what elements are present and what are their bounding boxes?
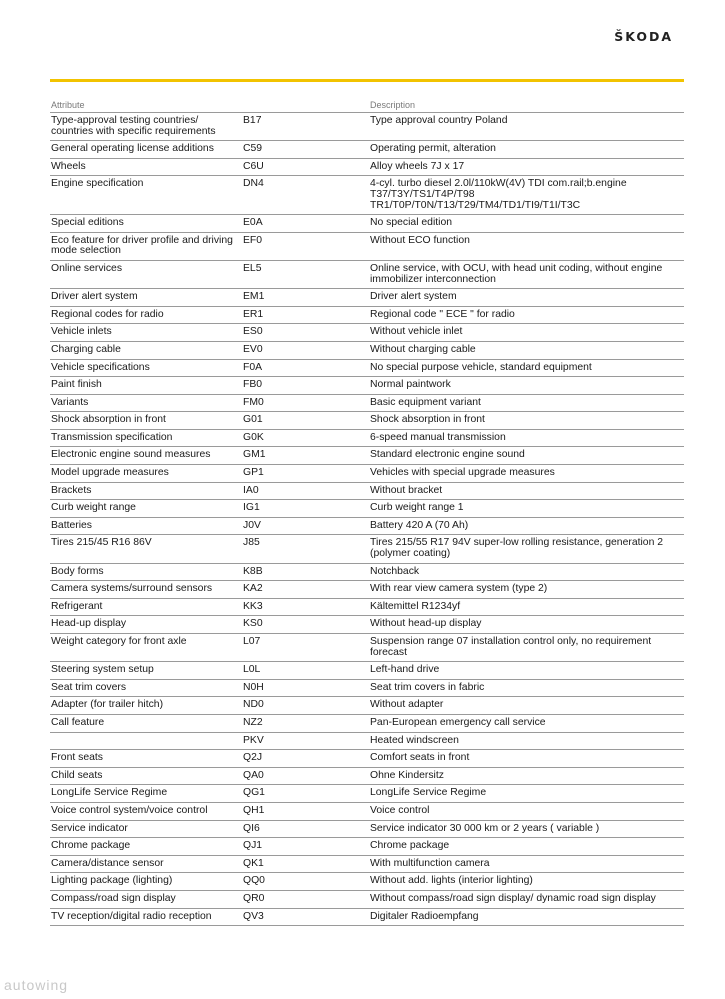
table-row [50, 465, 684, 483]
cell-attribute: Camera/distance sensor [51, 857, 164, 869]
table-row [50, 483, 684, 501]
table-row [50, 680, 684, 698]
cell-description: With multifunction camera [370, 857, 490, 869]
table-row [50, 581, 684, 599]
cell-attribute: Voice control system/voice control [51, 804, 208, 816]
cell-code: EV0 [243, 343, 263, 355]
table-row [50, 873, 684, 891]
cell-description: Heated windscreen [370, 734, 459, 746]
cell-description: Normal paintwork [370, 379, 451, 391]
table-row [50, 289, 684, 307]
cell-code: FB0 [243, 379, 263, 391]
cell-attribute: Chrome package [51, 840, 131, 852]
table-row [50, 261, 684, 289]
cell-code: IA0 [243, 484, 259, 496]
cell-code: NZ2 [243, 716, 263, 728]
table-row [50, 176, 684, 215]
cell-description: Ohne Kindersitz [370, 769, 444, 781]
cell-code: QH1 [243, 804, 265, 816]
cell-code: F0A [243, 361, 263, 373]
cell-description: Left-hand drive [370, 664, 440, 676]
cell-attribute: Engine specification [51, 178, 144, 190]
cell-description: No special edition [370, 217, 453, 229]
table-row [50, 662, 684, 680]
cell-description: Type approval country Poland [370, 115, 508, 126]
table-row [50, 715, 684, 733]
table-row [50, 891, 684, 909]
cell-description: Without adapter [370, 699, 444, 711]
cell-description: LongLife Service Regime [370, 787, 487, 799]
table-row [50, 750, 684, 768]
cell-description: Driver alert system [370, 291, 457, 303]
cell-attribute: Service indicator [51, 822, 128, 834]
cell-attribute: Vehicle specifications [51, 361, 150, 373]
table-header [50, 96, 684, 113]
cell-description: Without bracket [370, 484, 443, 496]
cell-attribute: Brackets [51, 484, 92, 496]
cell-description: Basic equipment variant [370, 396, 481, 408]
cell-code: QV3 [243, 910, 264, 922]
cell-code: K8B [243, 565, 263, 577]
cell-code: QQ0 [243, 875, 265, 887]
cell-description: Standard electronic engine sound [370, 449, 525, 461]
cell-description: Regional code " ECE " for radio [370, 308, 515, 320]
cell-code: QI6 [243, 822, 260, 834]
cell-description: Without ECO function [370, 234, 470, 246]
cell-description: 4-cyl. turbo diesel 2.0l/110kW(4V) TDI com.rail;b.engine T37/T3Y/TS1/T4P/T98 TR1/T0P/T0N/T13/T29/TM4/TD1/TI9/T1I/T3C [370, 178, 627, 211]
table-row [50, 377, 684, 395]
cell-attribute [50, 736, 243, 747]
cell-description: Online service, with OCU, with head unit coding, without engine immobilizer interconnection [370, 262, 663, 285]
cell-description: Without add. lights (interior lighting) [370, 875, 533, 887]
cell-attribute: Curb weight range [51, 502, 136, 514]
cell-code: QG1 [243, 787, 265, 799]
table-row [50, 307, 684, 325]
cell-code: KK3 [243, 600, 263, 612]
cell-description: Chrome package [370, 840, 450, 852]
cell-description: Without vehicle inlet [370, 326, 463, 338]
table-row [50, 159, 684, 177]
cell-code: DN4 [243, 178, 264, 190]
table-row [50, 634, 684, 662]
table-row [50, 616, 684, 634]
table-row [50, 233, 684, 261]
table-row [50, 909, 684, 927]
cell-attribute: LongLife Service Regime [51, 787, 168, 799]
cell-attribute: Steering system setup [51, 664, 154, 676]
table-row [50, 447, 684, 465]
cell-description: Service indicator 30 000 km or 2 years ( variable ) [370, 822, 600, 834]
cell-attribute: Transmission specification [51, 431, 173, 443]
cell-code: J0V [243, 519, 261, 531]
cell-code: N0H [243, 681, 264, 693]
cell-description: Without charging cable [370, 343, 476, 355]
table-row [50, 215, 684, 233]
cell-attribute: Shock absorption in front [51, 414, 166, 426]
cell-attribute: Camera systems/surround sensors [51, 583, 213, 595]
cell-code: EL5 [243, 262, 262, 274]
cell-code: G01 [243, 414, 263, 426]
brand-logo: ŠKODA [614, 29, 673, 44]
cell-code: C59 [243, 143, 263, 155]
cell-code: QK1 [243, 857, 264, 869]
cell-description: Digitaler Radioempfang [370, 910, 479, 922]
cell-attribute: Refrigerant [51, 600, 103, 612]
cell-description: Vehicles with special upgrade measures [370, 467, 555, 479]
table-body [50, 113, 684, 926]
cell-code: ER1 [243, 308, 264, 320]
table-row [50, 500, 684, 518]
header-attribute: Attribute [51, 100, 85, 110]
cell-description: Without compass/road sign display/ dynamic road sign display [370, 892, 656, 904]
cell-code: EF0 [243, 234, 263, 246]
header-description: Description [370, 100, 416, 110]
cell-attribute: Driver alert system [51, 291, 138, 303]
cell-code: KS0 [243, 618, 263, 630]
cell-description: Seat trim covers in fabric [370, 681, 485, 693]
cell-attribute: Child seats [51, 769, 103, 781]
cell-attribute: Head-up display [51, 618, 127, 630]
cell-description: Voice control [370, 804, 430, 816]
cell-attribute: Electronic engine sound measures [51, 449, 211, 461]
cell-description: Pan-European emergency call service [370, 716, 546, 728]
table-row [50, 324, 684, 342]
cell-description: Alloy wheels 7J x 17 [370, 160, 465, 172]
table-row [50, 599, 684, 617]
cell-attribute: Lighting package (lighting) [51, 875, 173, 887]
cell-code: ES0 [243, 326, 263, 338]
table-row [50, 342, 684, 360]
cell-attribute: Eco feature for driver profile and driving mode selection [51, 234, 233, 257]
table-row [50, 564, 684, 582]
table-row [50, 785, 684, 803]
cell-attribute: Model upgrade measures [51, 467, 169, 479]
table-row [50, 821, 684, 839]
table-row [50, 412, 684, 430]
cell-code: GP1 [243, 467, 264, 479]
cell-code: B17 [243, 115, 262, 126]
watermark: autowing [4, 977, 69, 993]
cell-attribute: Weight category for front axle [51, 636, 187, 647]
cell-attribute: Charging cable [51, 343, 121, 355]
cell-description: Shock absorption in front [370, 414, 485, 426]
cell-attribute: Vehicle inlets [51, 326, 112, 338]
cell-code: C6U [243, 160, 264, 172]
cell-attribute: Batteries [51, 519, 93, 531]
table-row [50, 395, 684, 413]
cell-code: E0A [243, 217, 263, 229]
accent-divider [50, 79, 684, 82]
table-row [50, 697, 684, 715]
equipment-table [50, 96, 684, 926]
cell-code: QJ1 [243, 840, 263, 852]
table-row [50, 803, 684, 821]
cell-attribute: Adapter (for trailer hitch) [51, 699, 164, 711]
cell-code: ND0 [243, 699, 264, 711]
table-row [50, 768, 684, 786]
table-row [50, 838, 684, 856]
cell-code: EM1 [243, 291, 265, 303]
cell-attribute: Regional codes for radio [51, 308, 164, 320]
cell-description: Battery 420 A (70 Ah) [370, 519, 469, 531]
cell-description: Suspension range 07 installation control only, no requirement forecast [370, 636, 652, 658]
table-row [50, 360, 684, 378]
cell-attribute: Type-approval testing countries/ countries with specific requirements [51, 115, 216, 137]
cell-attribute: Tires 215/45 R16 86V [51, 537, 152, 549]
table-row [50, 430, 684, 448]
cell-code: L07 [243, 636, 261, 647]
cell-code: IG1 [243, 502, 260, 514]
cell-description: No special purpose vehicle, standard equipment [370, 361, 592, 373]
cell-attribute: Body forms [51, 565, 104, 577]
cell-description: Without head-up display [370, 618, 482, 630]
cell-attribute: Wheels [51, 160, 86, 172]
cell-description: With rear view camera system (type 2) [370, 583, 548, 595]
cell-code: J85 [243, 537, 260, 549]
cell-attribute: TV reception/digital radio reception [51, 910, 212, 922]
cell-attribute: General operating license additions [51, 143, 214, 155]
cell-description: Kältemittel R1234yf [370, 600, 461, 612]
cell-attribute: Front seats [51, 752, 103, 764]
cell-attribute: Variants [51, 396, 89, 408]
cell-description: Curb weight range 1 [370, 502, 464, 514]
cell-code: QA0 [243, 769, 264, 781]
cell-code: L0L [243, 664, 261, 676]
cell-attribute: Seat trim covers [51, 681, 127, 693]
cell-code: Q2J [243, 752, 263, 764]
cell-attribute: Call feature [51, 716, 105, 728]
cell-code: KA2 [243, 583, 263, 595]
cell-code: G0K [243, 431, 264, 443]
cell-attribute: Special editions [51, 217, 124, 229]
cell-description: Comfort seats in front [370, 752, 470, 764]
cell-description: Operating permit, alteration [370, 143, 496, 155]
cell-attribute: Paint finish [51, 379, 102, 391]
cell-attribute: Online services [51, 262, 123, 274]
table-row [50, 113, 684, 141]
cell-code: PKV [243, 734, 264, 746]
table-row [50, 141, 684, 159]
cell-code: GM1 [243, 449, 266, 461]
cell-code: QR0 [243, 892, 265, 904]
cell-code: FM0 [243, 396, 264, 408]
cell-description: Notchback [370, 565, 420, 577]
table-row [50, 733, 684, 751]
table-row [50, 856, 684, 874]
table-row [50, 518, 684, 536]
cell-attribute: Compass/road sign display [51, 892, 176, 904]
cell-description: 6-speed manual transmission [370, 431, 506, 443]
table-row [50, 535, 684, 563]
cell-description: Tires 215/55 R17 94V super-low rolling resistance, generation 2 (polymer coating) [370, 537, 664, 560]
